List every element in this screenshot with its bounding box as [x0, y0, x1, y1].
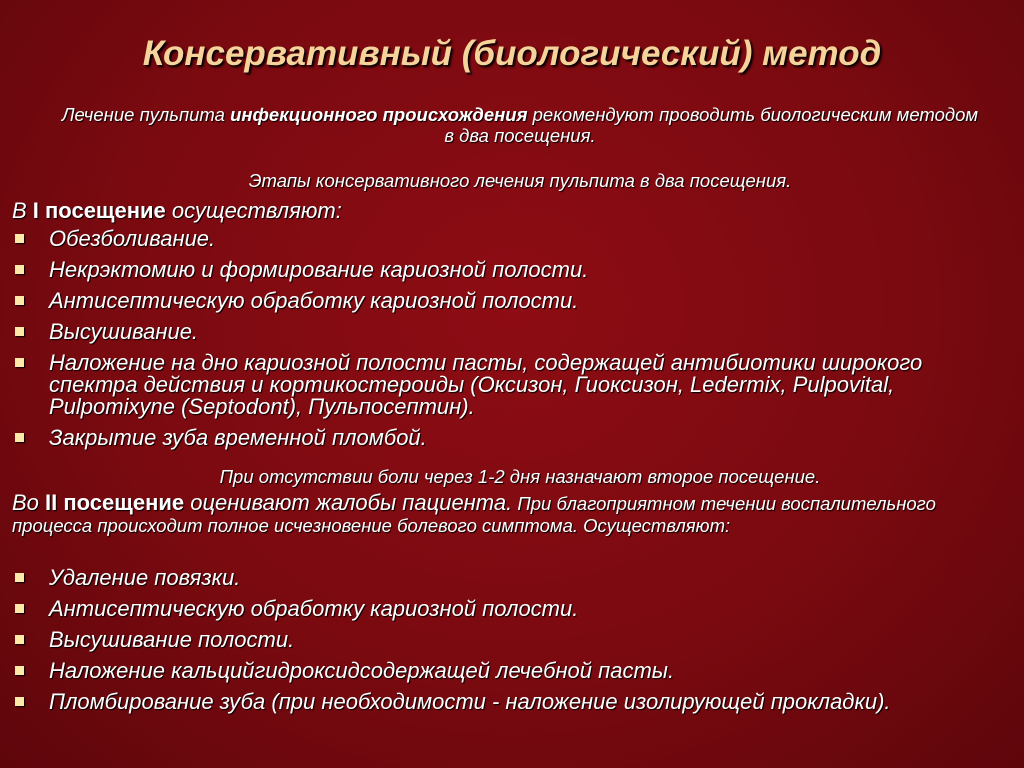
square-bullet-icon — [15, 697, 24, 706]
intro-part2: рекомендуют проводить биологическим методом в два посещения. — [444, 104, 979, 146]
list-item-text: Высушивание. — [49, 319, 199, 344]
visit1-bold: I посещение — [32, 198, 166, 223]
list-item — [12, 691, 972, 713]
visit1-prefix: В — [12, 198, 33, 223]
list-item — [12, 660, 972, 682]
second-visit-note: При отсутствии боли через 1-2 дня назначают второе посещение. — [219, 466, 821, 487]
square-bullet-icon — [15, 573, 24, 582]
list-item-text: Наложение на дно кариозной полости пасты, содержащей антибиотики широкого спектра действия и кортикостероиды (Оксизон, Гиоксизон, Ledermix, Pulpovital, Pulpomixyne (Septodont), Пульпосептин). — [49, 350, 923, 419]
square-bullet-icon — [15, 265, 24, 274]
list-item — [12, 259, 972, 281]
square-bullet-icon — [15, 635, 24, 644]
square-bullet-icon — [15, 666, 24, 675]
visit2-bold: II посещение — [45, 490, 185, 515]
list-item — [12, 629, 972, 651]
visit1-heading — [12, 198, 342, 224]
list-item — [12, 228, 972, 250]
list-item-text: Пломбирование зуба (при необходимости - наложение изолирующей прокладки). — [49, 689, 891, 714]
intro-part1: Лечение пульпита — [61, 104, 231, 125]
list-item — [12, 290, 972, 312]
list-item-text: Удаление повязки. — [49, 565, 241, 590]
list-item-text: Обезболивание. — [49, 226, 216, 251]
intro-bold: инфекционного происхождения — [230, 104, 528, 125]
visit2-suffix: оценивают жалобы пациента. — [184, 490, 513, 515]
square-bullet-icon — [15, 234, 24, 243]
visit2-heading — [12, 490, 1002, 538]
square-bullet-icon — [15, 327, 24, 336]
square-bullet-icon — [15, 358, 24, 367]
list-item — [12, 567, 972, 589]
square-bullet-icon — [15, 296, 24, 305]
list-item — [12, 598, 972, 620]
list-item-text: Закрытие зуба временной пломбой. — [49, 425, 427, 450]
visit2-prefix: Во — [12, 490, 46, 515]
visit2-rest: При благоприятном течении воспалительного процесса происходит полное исчезновение болевого симптома. Осуществляют: — [12, 493, 936, 536]
visit1-list — [12, 228, 972, 458]
visit2-lead — [12, 490, 512, 515]
visit1-suffix: осуществляют: — [165, 198, 342, 223]
list-item-text: Антисептическую обработку кариозной полости. — [49, 288, 579, 313]
square-bullet-icon — [15, 433, 24, 442]
list-item-text: Антисептическую обработку кариозной полости. — [49, 596, 579, 621]
slide-title: Консервативный (биологический) метод — [142, 34, 882, 73]
list-item-text: Некрэктомию и формирование кариозной полости. — [49, 257, 589, 282]
list-item-text: Наложение кальцийгидроксидсодержащей лечебной пасты. — [49, 658, 675, 683]
list-item — [12, 427, 972, 449]
intro-text — [60, 104, 980, 146]
list-item — [12, 321, 972, 343]
list-item — [12, 352, 972, 418]
visit2-list — [12, 567, 972, 722]
square-bullet-icon — [15, 604, 24, 613]
list-item-text: Высушивание полости. — [49, 627, 295, 652]
stages-caption: Этапы консервативного лечения пульпита в два посещения. — [248, 170, 792, 191]
